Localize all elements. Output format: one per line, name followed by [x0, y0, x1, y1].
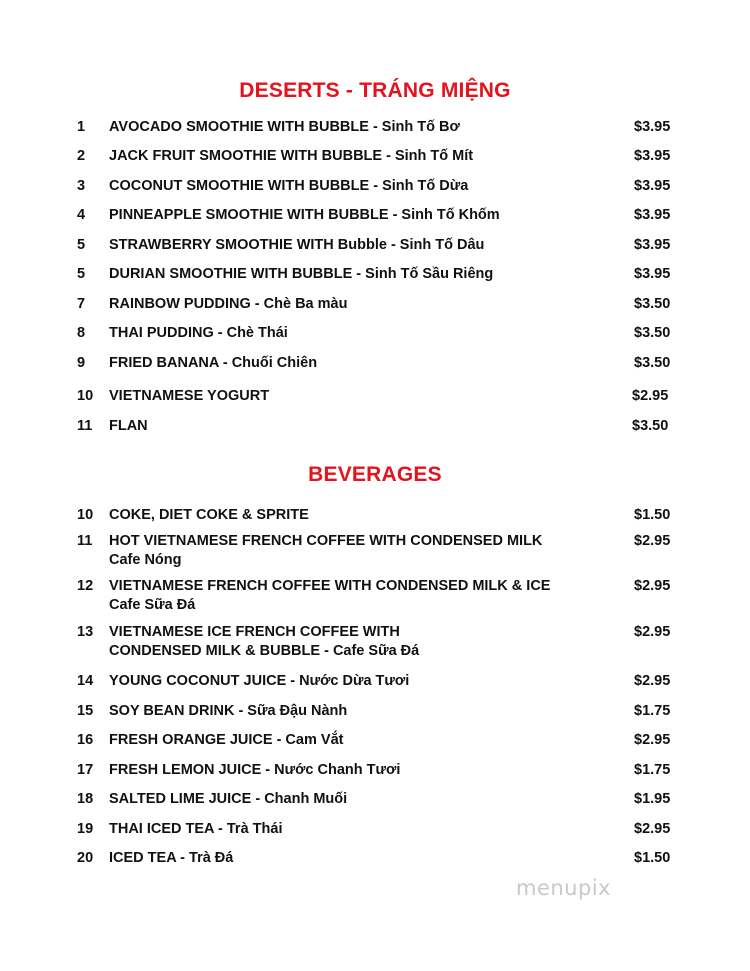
item-name-line: YOUNG COCONUT JUICE - Nước Dừa Tươi [109, 673, 410, 689]
item-name [109, 731, 609, 750]
item-number: 10 [77, 388, 94, 404]
item-price: $3.95 [634, 237, 671, 253]
item-name-line: DURIAN SMOOTHIE WITH BUBBLE - Sinh Tố Sầu Riêng [109, 266, 494, 282]
item-name [109, 623, 609, 661]
item-name-line: FLAN [109, 418, 148, 434]
item-number: 2 [77, 148, 86, 164]
item-name [109, 324, 609, 343]
item-number: 20 [77, 850, 94, 866]
item-number: 9 [77, 355, 86, 371]
item-name [109, 118, 609, 137]
item-number: 4 [77, 207, 86, 223]
item-number: 13 [77, 624, 94, 640]
item-number: 11 [77, 533, 93, 549]
item-price: $3.50 [634, 296, 671, 312]
item-price: $3.50 [634, 355, 671, 371]
item-number: 7 [77, 296, 86, 312]
item-name-line: Cafe Sữa Đá [109, 597, 196, 613]
item-price: $3.95 [634, 207, 671, 223]
item-name [109, 506, 609, 525]
item-name [109, 236, 609, 255]
item-name [109, 354, 609, 373]
item-name [109, 702, 609, 721]
item-name [109, 577, 609, 615]
item-price: $2.95 [634, 624, 671, 640]
item-price: $3.50 [634, 325, 671, 341]
beverages-heading: BEVERAGES [308, 463, 442, 486]
item-number: 16 [77, 732, 94, 748]
item-price: $1.50 [634, 507, 671, 523]
item-name-line: PINNEAPPLE SMOOTHIE WITH BUBBLE - Sinh Tố Khốm [109, 207, 500, 223]
item-number: 5 [77, 266, 86, 282]
item-number: 15 [77, 703, 94, 719]
item-price: $1.50 [634, 850, 671, 866]
item-price: $3.95 [634, 266, 671, 282]
item-name [109, 761, 609, 780]
item-name-line: VIETNAMESE FRENCH COFFEE WITH CONDENSED MILK & ICE [109, 578, 551, 594]
item-name-line: COCONUT SMOOTHIE WITH BUBBLE - Sinh Tố Dừa [109, 178, 469, 194]
item-price: $1.75 [634, 703, 671, 719]
item-name [109, 532, 609, 570]
item-name-line: FRESH ORANGE JUICE - Cam Vắt [109, 732, 344, 748]
desserts-heading: DESERTS - TRÁNG MIỆNG [239, 79, 511, 102]
item-price: $3.95 [634, 178, 671, 194]
item-name-line: HOT VIETNAMESE FRENCH COFFEE WITH CONDENSED MILK [109, 533, 543, 549]
item-name [109, 147, 609, 166]
item-number: 5 [77, 237, 86, 253]
item-name-line: CONDENSED MILK & BUBBLE - Cafe Sữa Đá [109, 643, 420, 659]
item-price: $2.95 [634, 821, 671, 837]
item-name [109, 820, 609, 839]
item-name [109, 387, 609, 406]
item-price: $2.95 [634, 673, 671, 689]
item-name-line: JACK FRUIT SMOOTHIE WITH BUBBLE - Sinh Tố Mít [109, 148, 474, 164]
item-price: $3.50 [632, 418, 669, 434]
item-name [109, 265, 609, 284]
item-price: $2.95 [634, 533, 671, 549]
item-name [109, 849, 609, 868]
item-number: 18 [77, 791, 94, 807]
item-name-line: AVOCADO SMOOTHIE WITH BUBBLE - Sinh Tố Bơ [109, 119, 460, 135]
item-number: 14 [77, 673, 94, 689]
item-number: 10 [77, 507, 94, 523]
item-price: $1.95 [634, 791, 671, 807]
item-name-line: STRAWBERRY SMOOTHIE WITH Bubble - Sinh Tố Dâu [109, 237, 485, 253]
item-name-line: VIETNAMESE ICE FRENCH COFFEE WITH [109, 624, 400, 640]
item-name-line: THAI ICED TEA - Trà Thái [109, 821, 283, 837]
menupix-watermark: menupix [516, 876, 612, 900]
item-number: 1 [77, 119, 86, 135]
item-price: $1.75 [634, 762, 671, 778]
item-name [109, 417, 609, 436]
item-name-line: SOY BEAN DRINK - Sữa Đậu Nành [109, 703, 348, 719]
item-price: $3.95 [634, 148, 671, 164]
item-name-line: RAINBOW PUDDING - Chè Ba màu [109, 296, 348, 312]
item-name [109, 790, 609, 809]
item-number: 12 [77, 578, 94, 594]
item-price: $2.95 [632, 388, 669, 404]
item-number: 19 [77, 821, 94, 837]
item-name [109, 177, 609, 196]
item-name [109, 206, 609, 225]
item-name-line: FRESH LEMON JUICE - Nước Chanh Tươi [109, 762, 401, 778]
item-name-line: SALTED LIME JUICE - Chanh Muối [109, 791, 348, 807]
item-price: $3.95 [634, 119, 671, 135]
item-price: $2.95 [634, 578, 671, 594]
item-name-line: THAI PUDDING - Chè Thái [109, 325, 288, 341]
item-number: 17 [77, 762, 94, 778]
item-name-line: Cafe Nóng [109, 552, 182, 568]
item-name [109, 295, 609, 314]
item-name-line: VIETNAMESE YOGURT [109, 388, 270, 404]
item-price: $2.95 [634, 732, 671, 748]
item-name-line: COKE, DIET COKE & SPRITE [109, 507, 309, 523]
item-name-line: FRIED BANANA - Chuối Chiên [109, 355, 318, 371]
item-number: 11 [77, 418, 93, 434]
item-number: 8 [77, 325, 86, 341]
item-number: 3 [77, 178, 86, 194]
item-name-line: ICED TEA - Trà Đá [109, 850, 234, 866]
item-name [109, 672, 609, 691]
